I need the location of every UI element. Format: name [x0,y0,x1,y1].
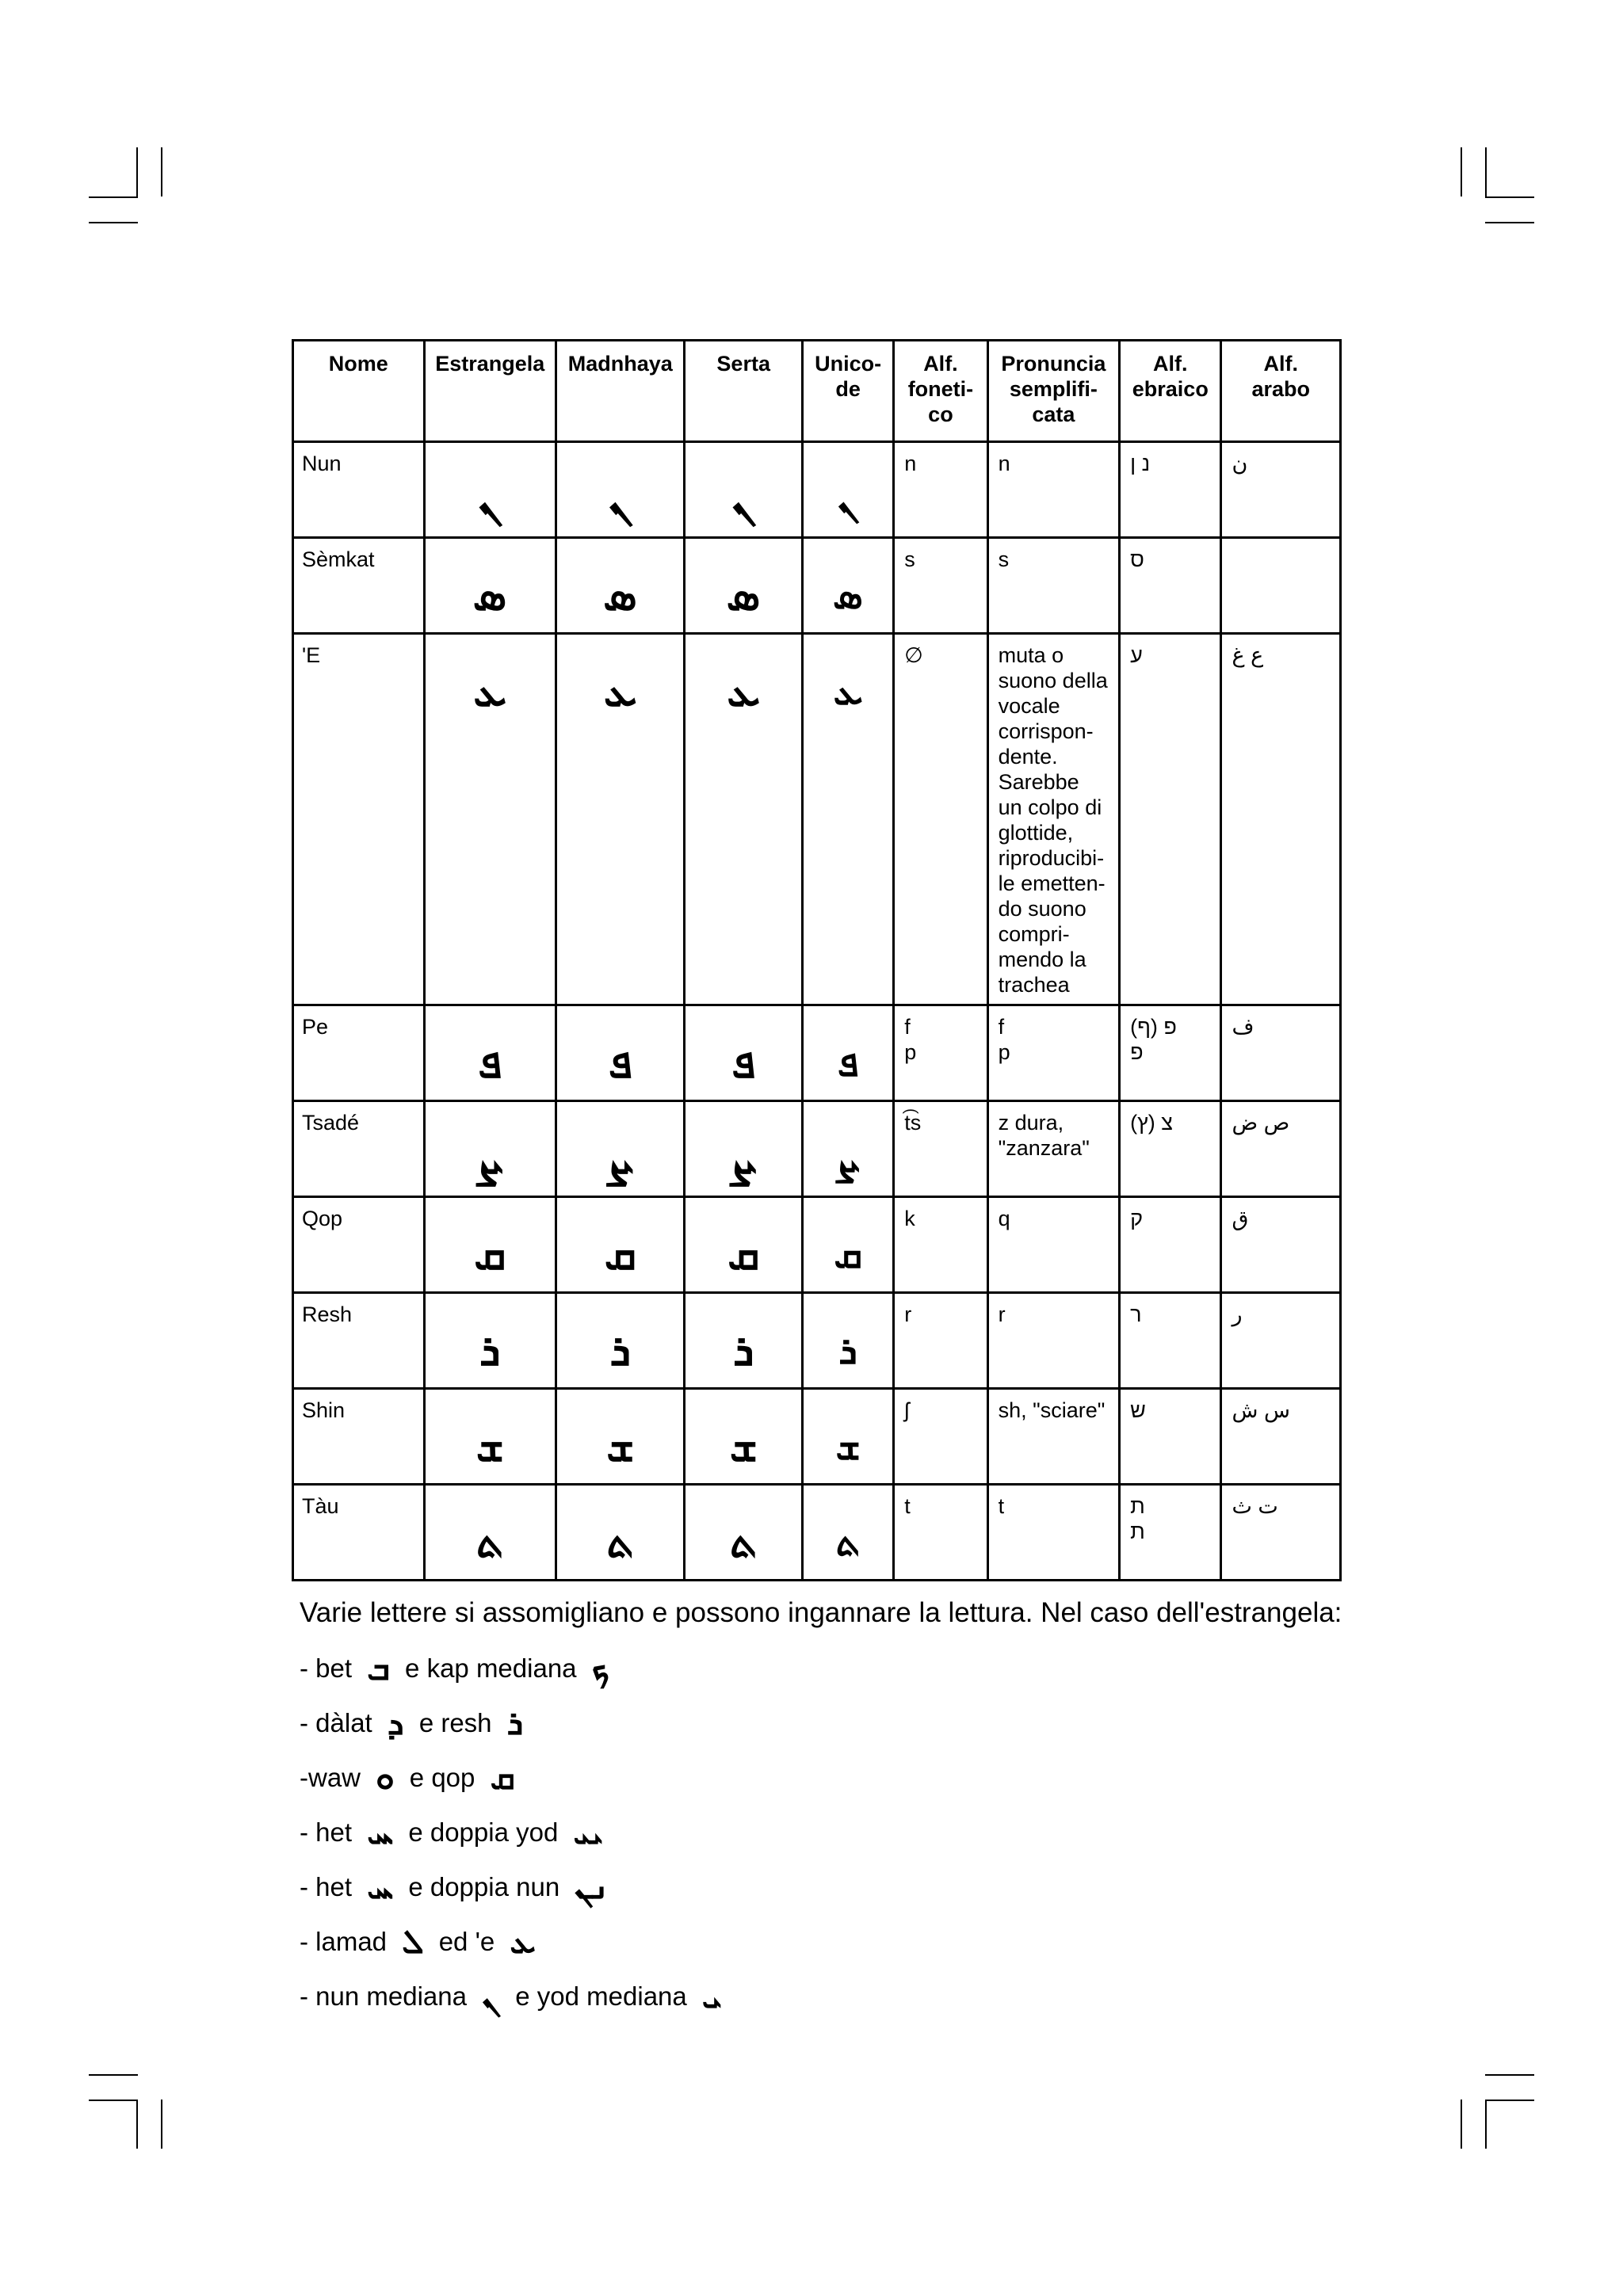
cell-text-ebraico: ע [1130,643,1143,667]
crop-mark [161,147,162,196]
column-header-label: Alf. ebraico [1132,352,1209,401]
letter-name-cell [293,1485,425,1581]
cell-pronuncia [987,1197,1120,1293]
cell-pronuncia [987,442,1120,538]
letter-name-cell [293,1197,425,1293]
syriac-glyph: ܝܝ [573,1813,604,1852]
syriac-glyph: ܚ [367,1867,394,1907]
note-text: e doppia nun [408,1872,560,1902]
crop-mark [1485,222,1534,223]
crop-mark [1485,2074,1534,2076]
cell-pronuncia [987,1389,1120,1485]
crop-mark [1461,147,1462,196]
syriac-glyph: ܬ [606,1517,634,1567]
cell-text-ebraico: ס [1130,547,1144,571]
column-header-label: Alf. foneti- co [907,352,974,426]
glyph-cell-unicode [802,1101,893,1197]
header-row [293,341,1341,442]
glyph-cell-serta [685,1101,802,1197]
glyph-cell-serta [685,442,802,538]
cell-arabo [1221,1293,1341,1389]
syriac-glyph: ܩ [727,1230,760,1280]
syriac-glyph: ܣ [726,570,761,620]
note-text: e yod mediana [515,1981,687,2012]
cell-ebraico [1120,538,1221,634]
cell-text-pronuncia: z dura, "zanzara" [998,1111,1090,1160]
table-row [293,1005,1341,1101]
cell-text-ebraico: (צ (ץ [1130,1111,1173,1135]
cell-text-fonetico: f p [904,1015,917,1064]
cell-text-arabo: س ش [1232,1398,1290,1422]
syriac-glyph: ܦ [837,1041,859,1085]
cell-arabo [1221,538,1341,634]
syriac-glyph: ܩ [834,1233,862,1277]
note-text: e qop [409,1763,475,1793]
cell-ebraico [1120,1389,1221,1485]
note-list [300,1651,1354,2034]
cell-fonetico [894,1005,987,1101]
cell-ebraico [1120,1101,1221,1197]
syriac-glyph: ܪ [609,1325,631,1375]
syriac-glyph: ܫ [835,1425,861,1469]
cell-text-pronuncia: s [998,547,1010,571]
cell-text-fonetico: r [904,1302,912,1326]
column-header [556,341,685,442]
letter-name: Resh [302,1302,353,1326]
cell-fonetico [894,1389,987,1485]
glyph-cell-madnhaya [556,1101,685,1197]
syriac-glyph: ܥ [510,1922,536,1962]
cell-text-ebraico: ק [1130,1207,1144,1230]
glyph-cell-madnhaya [556,1293,685,1389]
syriac-glyph: ܘ [376,1758,395,1798]
cell-text-arabo: ر [1232,1302,1243,1326]
cell-text-arabo: ن [1232,452,1248,475]
glyph-cell-estrangela [424,1389,556,1485]
cell-arabo [1221,1197,1341,1293]
crop-mark [1461,2100,1462,2149]
cell-ebraico [1120,1293,1221,1389]
note-line [300,1760,1354,1815]
crop-mark [1485,147,1487,196]
glyph-cell-serta [685,1005,802,1101]
crop-mark [1485,2100,1534,2101]
crop-mark [1485,2100,1487,2149]
note-text: e resh [418,1708,492,1738]
cell-fonetico [894,1197,987,1293]
column-header-label: Unico- de [815,352,882,401]
cell-text-pronuncia: f p [998,1015,1010,1064]
glyph-cell-estrangela [424,634,556,1005]
syriac-glyph: ܕ [387,1703,404,1743]
glyph-cell-madnhaya [556,1389,685,1485]
glyph-cell-madnhaya [556,1005,685,1101]
column-header-label: Pronuncia semplifi- cata [1001,352,1106,426]
syriac-glyph: ܩ [490,1758,515,1798]
cell-fonetico [894,1485,987,1581]
cell-fonetico [894,1293,987,1389]
glyph-cell-estrangela [424,1293,556,1389]
cell-text-pronuncia: muta o suono della vocale corrispon- dente. Sarebbe un colpo di glottide, riproducibi- le emetten- do suono compri- mendo la trachea [998,643,1108,997]
cell-arabo [1221,634,1341,1005]
cell-text-fonetico: ∅ [904,643,923,667]
syriac-glyph: ܢ [609,475,632,524]
glyph-cell-estrangela [424,1101,556,1197]
cell-pronuncia [987,1485,1120,1581]
syriac-glyph: ܫ [475,1421,504,1471]
note-line [300,1651,1354,1706]
syriac-glyph: ܪ [838,1329,857,1373]
column-header [685,341,802,442]
cell-text-arabo: ف [1232,1015,1254,1039]
glyph-cell-madnhaya [556,1485,685,1581]
syriac-glyph: ܨ [730,1134,758,1184]
cell-text-fonetico: k [904,1207,915,1230]
note-text: - het [300,1872,353,1902]
glyph-cell-unicode [802,1197,893,1293]
syriac-glyph: ܣ [833,574,864,618]
glyph-cell-unicode [802,1485,893,1581]
glyph-cell-serta [685,634,802,1005]
note-text: - lamad [300,1927,388,1957]
note-line [300,1703,1354,1760]
notes-section [300,1597,1354,2034]
syriac-glyph: ܢ [731,475,755,524]
glyph-cell-estrangela [424,1197,556,1293]
table-row [293,1197,1341,1293]
column-header [802,341,893,442]
syriac-glyph: ܥ [473,666,507,716]
letter-name-cell [293,634,425,1005]
syriac-glyph: ܬ [835,1520,861,1565]
letter-name-cell [293,1005,425,1101]
column-header-label: Alf. arabo [1251,352,1310,401]
cell-fonetico [894,538,987,634]
syriac-glyph: ܦ [608,1038,632,1088]
syriac-glyph: ܠ [402,1922,424,1962]
syriac-glyph: ܢ [478,475,502,524]
cell-ebraico [1120,634,1221,1005]
syriac-glyph: ܢ [482,1977,501,2016]
cell-ebraico [1120,1485,1221,1581]
cell-text-arabo: ق [1232,1207,1249,1230]
column-header-label: Nome [328,352,388,376]
alphabet-table [292,339,1342,1581]
syriac-glyph: ܨ [836,1137,861,1181]
note-text: - bet [300,1653,353,1684]
syriac-glyph: ܦ [731,1038,756,1088]
syriac-glyph: ܢ [837,478,859,522]
cell-text-arabo [1222,539,1339,547]
cell-text-arabo: ت ث [1232,1494,1278,1518]
syriac-glyph: ܬ [729,1517,758,1567]
cell-text-ebraico: ר [1130,1302,1142,1326]
crop-mark [1485,196,1534,198]
cell-text-ebraico: ש [1130,1398,1146,1422]
letter-name: Tsadé [302,1111,360,1135]
column-header [293,341,425,442]
letter-name: Sèmkat [302,547,375,571]
crop-mark [136,147,138,196]
cell-arabo [1221,1101,1341,1197]
column-header-label: Madnhaya [567,352,673,376]
cell-fonetico [894,634,987,1005]
column-header [987,341,1120,442]
syriac-glyph: ܣ [603,570,638,620]
cell-text-fonetico: t͡s [904,1111,922,1135]
syriac-glyph: ܫ [606,1421,635,1471]
glyph-cell-serta [685,1389,802,1485]
glyph-cell-estrangela [424,1005,556,1101]
glyph-cell-unicode [802,1389,893,1485]
note-text: - dàlat [300,1708,372,1738]
syriac-glyph: ܩ [604,1230,636,1280]
syriac-glyph: ܣ [472,570,507,620]
crop-mark [89,2074,138,2076]
letter-name: Qop [302,1207,343,1230]
note-line [300,1979,1354,2034]
syriac-glyph: ܨ [606,1134,634,1184]
letter-name: Tàu [302,1494,339,1518]
column-header-label: Estrangela [435,352,545,376]
cell-text-fonetico: n [904,452,917,475]
glyph-cell-estrangela [424,538,556,634]
syriac-glyph: ܝ [701,1977,722,2016]
syriac-glyph: ܬ [476,1517,504,1567]
glyph-cell-unicode [802,634,893,1005]
syriac-glyph: ܪ [506,1703,524,1743]
column-header [894,341,987,442]
cell-text-pronuncia: n [998,452,1010,475]
note-line [300,1815,1354,1870]
letter-name: Pe [302,1015,329,1039]
cell-text-pronuncia: q [998,1207,1010,1230]
column-header [424,341,556,442]
glyph-cell-madnhaya [556,442,685,538]
syriac-glyph: ܚ [367,1813,394,1852]
note-text: - nun mediana [300,1981,467,2012]
cell-pronuncia [987,538,1120,634]
column-header [1221,341,1341,442]
cell-fonetico [894,1101,987,1197]
syriac-glyph: ܟ [591,1649,610,1688]
note-text: ed 'e [438,1927,495,1957]
cell-ebraico [1120,1197,1221,1293]
syriac-glyph: ܪ [479,1325,501,1375]
letter-name-cell [293,1293,425,1389]
note-text: e doppia yod [408,1817,559,1848]
syriac-glyph: ܥ [603,666,637,716]
crop-mark [89,2100,138,2101]
cell-ebraico [1120,442,1221,538]
note-text: e kap mediana [405,1653,577,1684]
table-row [293,1293,1341,1389]
notes-intro: Varie lettere si assomigliano e possono ingannare la lettura. Nel caso dell'estrangela: [300,1597,1342,1628]
note-text: -waw [300,1763,361,1793]
cell-text-ebraico: (פ (ף פ [1130,1015,1177,1064]
cell-text-pronuncia: sh, "sciare" [998,1398,1106,1422]
column-header [1120,341,1221,442]
table-row [293,1101,1341,1197]
syriac-glyph: ܨ [476,1134,504,1184]
cell-ebraico [1120,1005,1221,1101]
syriac-glyph: ܦ [478,1038,502,1088]
syriac-glyph: ܥ [727,666,761,716]
cell-text-pronuncia: r [998,1302,1006,1326]
cell-text-arabo: ع غ [1232,643,1264,667]
note-line [300,1924,1354,1979]
cell-pronuncia [987,1293,1120,1389]
syriac-glyph: ܩ [474,1230,506,1280]
letter-name-cell [293,442,425,538]
cell-text-ebraico: ת ת [1130,1494,1145,1543]
table-row [293,538,1341,634]
cell-arabo [1221,1485,1341,1581]
syriac-glyph: ܒ [367,1649,390,1688]
glyph-cell-serta [685,1197,802,1293]
cell-pronuncia [987,1101,1120,1197]
syriac-glyph: ܪ [733,1325,754,1375]
crop-mark [89,196,138,198]
cell-text-fonetico: t [904,1494,911,1518]
cell-text-fonetico: ʃ [904,1398,910,1422]
column-header-label: Serta [716,352,770,376]
glyph-cell-serta [685,538,802,634]
note-line [300,1867,1354,1924]
cell-arabo [1221,1005,1341,1101]
letter-name-cell [293,1389,425,1485]
letter-name-cell [293,538,425,634]
table-row [293,634,1341,1005]
glyph-cell-madnhaya [556,538,685,634]
letter-name: Shin [302,1398,346,1422]
glyph-cell-unicode [802,1293,893,1389]
cell-pronuncia [987,1005,1120,1101]
cell-arabo [1221,442,1341,538]
crop-mark [89,222,138,223]
crop-mark [161,2100,162,2149]
glyph-cell-estrangela [424,442,556,538]
crop-mark [136,2100,138,2149]
glyph-cell-unicode [802,442,893,538]
cell-text-ebraico: נ ן [1130,452,1151,475]
glyph-cell-estrangela [424,1485,556,1581]
glyph-cell-madnhaya [556,1197,685,1293]
cell-arabo [1221,1389,1341,1485]
syriac-glyph: ܢܢ [575,1867,609,1907]
glyph-cell-serta [685,1293,802,1389]
syriac-glyph: ܫ [729,1421,758,1471]
letter-name-cell [293,1101,425,1197]
glyph-cell-madnhaya [556,634,685,1005]
syriac-glyph: ܥ [833,669,863,714]
cell-text-pronuncia: t [998,1494,1005,1518]
cell-text-arabo: ص ض [1232,1111,1290,1135]
table-row [293,1485,1341,1581]
letter-name: Nun [302,452,342,475]
table-row [293,1389,1341,1485]
cell-fonetico [894,442,987,538]
table-body [293,442,1341,1581]
letter-name: 'E [302,643,321,667]
cell-text-fonetico: s [904,547,915,571]
glyph-cell-serta [685,1485,802,1581]
glyph-cell-unicode [802,538,893,634]
note-text: - het [300,1817,353,1848]
glyph-cell-unicode [802,1005,893,1101]
cell-pronuncia [987,634,1120,1005]
table-row [293,442,1341,538]
